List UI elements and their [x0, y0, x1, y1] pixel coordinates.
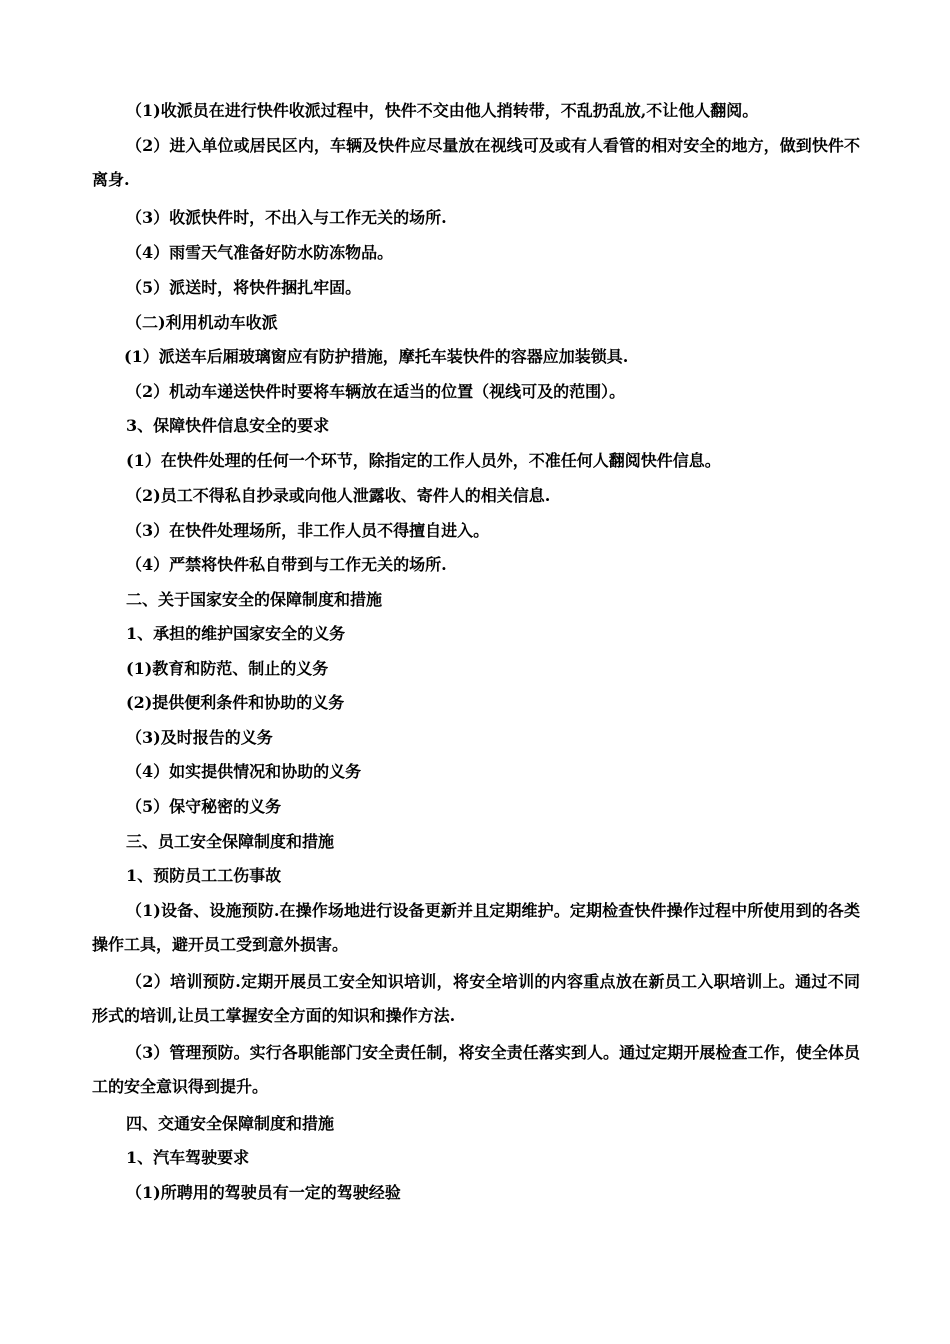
- paragraph-1: （1)收派员在进行快件收派过程中，快件不交由他人捎转带，不乱扔乱放,不让他人翻阅。: [126, 101, 759, 120]
- paragraph-7: (1）派送车后厢玻璃窗应有防护措施，摩托车装快件的容器应加装锁具.: [124, 347, 629, 366]
- subsection-heading-2-1: 1、承担的维护国家安全的义务: [126, 624, 346, 643]
- subsection-heading-4-1: 1、汽车驾驶要求: [126, 1148, 250, 1167]
- paragraph-25: （3）管理预防。实行各职能部门安全责任制，将安全责任落实到人。通过定期开展检查工作，使全体员工的安全意识得到提升。: [92, 1043, 860, 1096]
- subsection-heading-3-1: 1、预防员工工伤事故: [126, 866, 282, 885]
- paragraph-4: （4）雨雪天气准备好防水防冻物品。: [126, 243, 394, 262]
- paragraph-6: （二)利用机动车收派: [126, 313, 278, 332]
- paragraph-28: （1)所聘用的驾驶员有一定的驾驶经验: [126, 1183, 401, 1202]
- section-heading-3: 三、员工安全保障制度和措施: [126, 832, 335, 851]
- paragraph-17: (2)提供便利条件和协助的义务: [126, 693, 345, 712]
- paragraph-3: （3）收派快件时，不出入与工作无关的场所.: [126, 208, 447, 227]
- paragraph-20: （5）保守秘密的义务: [126, 797, 282, 816]
- section-heading-4: 四、交通安全保障制度和措施: [126, 1114, 335, 1133]
- paragraph-11: （2)员工不得私自抄录或向他人泄露收、寄件人的相关信息.: [126, 486, 551, 505]
- paragraph-5: （5）派送时，将快件捆扎牢固。: [126, 278, 362, 297]
- paragraph-18: （3)及时报告的义务: [126, 728, 273, 747]
- paragraph-8: （2）机动车递送快件时要将车辆放在适当的位置（视线可及的范围）。: [126, 382, 626, 401]
- paragraph-13: （4）严禁将快件私自带到与工作无关的场所.: [126, 555, 447, 574]
- paragraph-12: （3）在快件处理场所，非工作人员不得擅自进入。: [126, 521, 490, 540]
- section-heading-2: 二、关于国家安全的保障制度和措施: [126, 590, 383, 609]
- paragraph-10: (1）在快件处理的任何一个环节，除指定的工作人员外，不准任何人翻阅快件信息。: [126, 451, 721, 470]
- paragraph-23: （1)设备、设施预防.在操作场地进行设备更新并且定期维护。定期检查快件操作过程中所使用到的各类操作工具，避开员工受到意外损害。: [92, 901, 860, 954]
- paragraph-2: （2）进入单位或居民区内，车辆及快件应尽量放在视线可及或有人看管的相对安全的地方，做到快件不离身.: [92, 136, 860, 189]
- paragraph-9: 3、保障快件信息安全的要求: [126, 416, 330, 435]
- paragraph-19: （4）如实提供情况和协助的义务: [126, 762, 362, 781]
- paragraph-16: (1)教育和防范、制止的义务: [126, 659, 329, 678]
- paragraph-24: （2）培训预防.定期开展员工安全知识培训，将安全培训的内容重点放在新员工入职培训上。通过不同形式的培训,让员工掌握安全方面的知识和操作方法.: [92, 972, 860, 1025]
